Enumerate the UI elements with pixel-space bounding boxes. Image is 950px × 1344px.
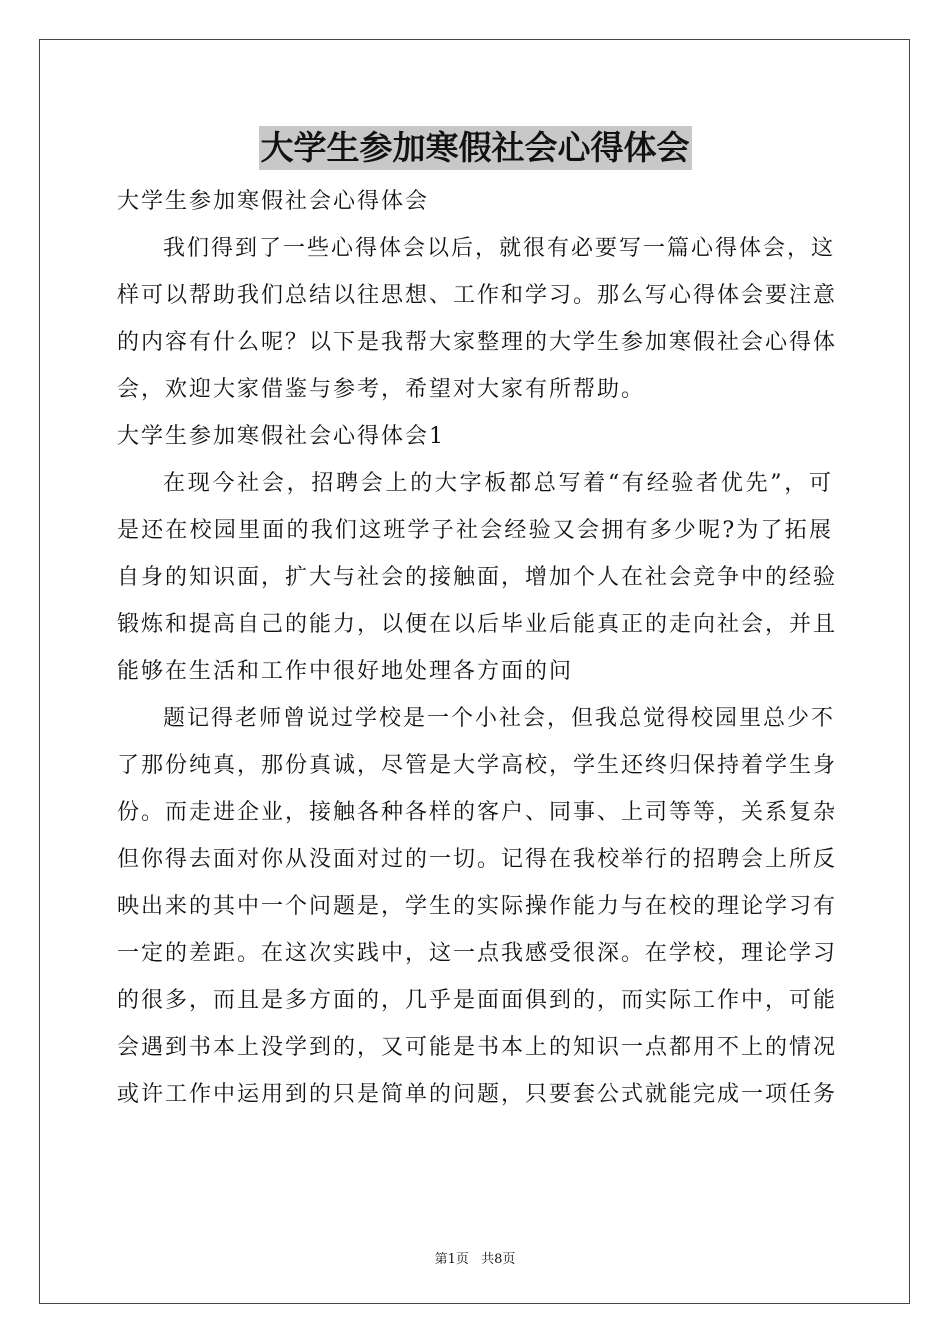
paragraph-line: 份。而走进企业，接触各种各样的客户、同事、上司等等，关系复杂 bbox=[117, 800, 838, 825]
paragraph-line: 映出来的其中一个问题是，学生的实际操作能力与在校的理论学习有 bbox=[117, 894, 838, 919]
intro-paragraph bbox=[117, 225, 838, 413]
paragraph-1 bbox=[117, 460, 838, 695]
paragraph-line: 我们得到了一些心得体会以后，就很有必要写一篇心得体会，这 bbox=[163, 236, 836, 261]
paragraph-line: 样可以帮助我们总结以往思想、工作和学习。那么写心得体会要注意 bbox=[117, 283, 838, 308]
paragraph-line: 能够在生活和工作中很好地处理各方面的问 bbox=[117, 659, 574, 684]
document-body bbox=[117, 178, 838, 1118]
paragraph-2 bbox=[117, 695, 838, 1118]
paragraph-line: 在现今社会，招聘会上的大字板都总写着“有经验者优先”，可 bbox=[163, 471, 833, 496]
document-title: 大学生参加寒假社会心得体会 bbox=[259, 126, 692, 170]
paragraph-line: 但你得去面对你从没面对过的一切。记得在我校举行的招聘会上所反 bbox=[117, 847, 838, 872]
title-wrap bbox=[0, 126, 950, 170]
paragraph-line: 是还在校园里面的我们这班学子社会经验又会拥有多少呢?为了拓展 bbox=[117, 518, 833, 543]
paragraph-line: 会遇到书本上没学到的，又可能是书本上的知识一点都用不上的情况 bbox=[117, 1035, 838, 1060]
subtitle: 大学生参加寒假社会心得体会 bbox=[117, 189, 430, 214]
paragraph-line: 或许工作中运用到的只是简单的问题，只要套公式就能完成一项任务 bbox=[117, 1082, 838, 1107]
section-heading: 大学生参加寒假社会心得体会1 bbox=[117, 424, 445, 449]
paragraph-line: 题记得老师曾说过学校是一个小社会，但我总觉得校园里总少不 bbox=[163, 706, 836, 731]
page-footer bbox=[0, 1248, 950, 1267]
page-total: 共8页 bbox=[481, 1252, 516, 1267]
paragraph-line: 锻炼和提高自己的能力，以便在以后毕业后能真正的走向社会，并且 bbox=[117, 612, 838, 637]
paragraph-line: 的内容有什么呢？以下是我帮大家整理的大学生参加寒假社会心得体 bbox=[117, 330, 838, 355]
page-number: 第1页 bbox=[434, 1252, 469, 1267]
paragraph-line: 一定的差距。在这次实践中，这一点我感受很深。在学校，理论学习 bbox=[117, 941, 838, 966]
paragraph-line: 的很多，而且是多方面的，几乎是面面俱到的，而实际工作中，可能 bbox=[117, 988, 838, 1013]
paragraph-line: 自身的知识面，扩大与社会的接触面，增加个人在社会竞争中的经验 bbox=[117, 565, 838, 590]
paragraph-line: 会，欢迎大家借鉴与参考，希望对大家有所帮助。 bbox=[117, 377, 646, 402]
paragraph-line: 了那份纯真，那份真诚，尽管是大学高校，学生还终归保持着学生身 bbox=[117, 753, 838, 778]
